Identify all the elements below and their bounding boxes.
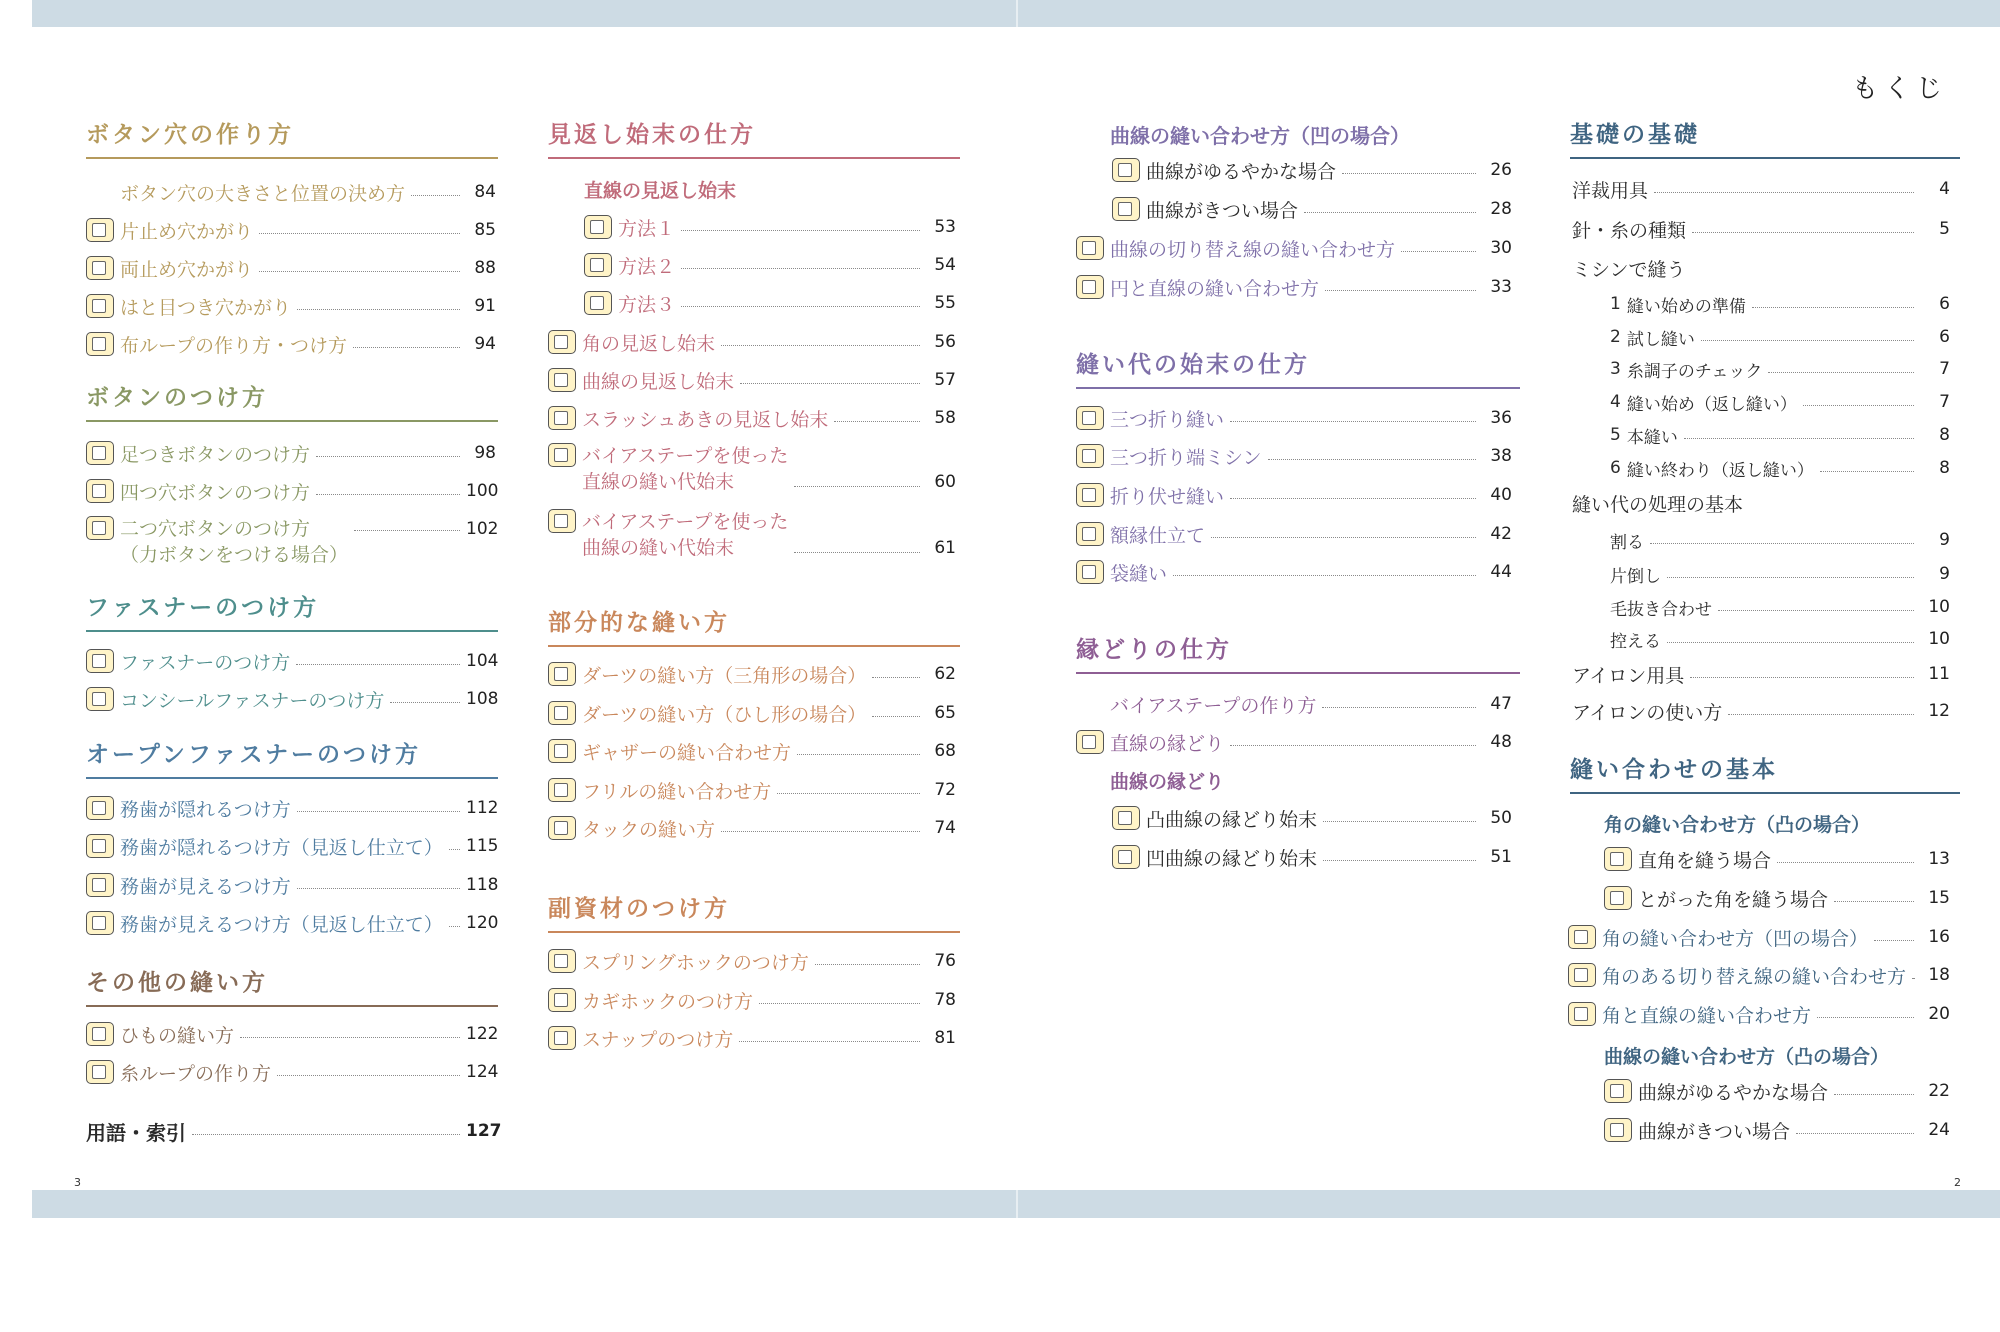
toc-item[interactable]: 袋縫い 44	[1076, 559, 1512, 585]
toc-item[interactable]: 6 縫い終わり（返し縫い） 8	[1610, 458, 1950, 481]
corner-straight-icon	[1568, 1002, 1596, 1026]
toc-item[interactable]: 角の縫い合わせ方（凹の場合） 16	[1568, 924, 1950, 950]
toc-item[interactable]: ダーツの縫い方（ひし形の場合） 65	[548, 700, 956, 726]
section-title-facing: 見返し始末の仕方	[548, 122, 960, 159]
toc-item[interactable]: 角の見返し始末 56	[548, 329, 956, 355]
section-title-joining: 縫い合わせの基本	[1570, 757, 1960, 794]
open-zipper-icon	[86, 796, 114, 820]
concave-curve-icon	[1112, 845, 1140, 869]
slash-opening-icon	[548, 406, 576, 430]
hem-icon	[1076, 444, 1104, 468]
hem-icon	[1076, 406, 1104, 430]
mitered-icon	[1076, 522, 1104, 546]
toc-item[interactable]: スラッシュあきの見返し始末 58	[548, 405, 956, 431]
toc-item[interactable]: 片止め穴かがり 85	[86, 217, 496, 243]
curve-icon	[1604, 1079, 1632, 1103]
two-hole-button-icon	[86, 516, 114, 540]
dart-icon	[548, 662, 576, 686]
four-hole-button-icon	[86, 479, 114, 503]
toc-item[interactable]: 曲線がきつい場合 24	[1604, 1117, 1950, 1143]
toc-item[interactable]: バイアステープを使った 直線の縫い代始末 60	[548, 443, 956, 495]
section-title-notions: 副資材のつけ方	[548, 896, 960, 933]
frill-icon	[548, 778, 576, 802]
toc-item[interactable]: バイアステープの作り方 47	[1110, 694, 1512, 717]
toc-item[interactable]: ギャザーの縫い合わせ方 68	[548, 738, 956, 764]
toc-heading: ミシンで縫う	[1572, 258, 1686, 281]
shank-button-icon	[86, 441, 114, 465]
curve-icon	[1112, 197, 1140, 221]
section-title-seam-finish: 縫い代の始末の仕方	[1076, 352, 1520, 389]
string-icon	[86, 1022, 114, 1046]
spring-hook-icon	[548, 949, 576, 973]
buttonhole-icon	[86, 256, 114, 280]
toc-item[interactable]: スプリングホックのつけ方 76	[548, 948, 956, 974]
toc-item[interactable]: 足つきボタンのつけ方 98	[86, 440, 496, 466]
toc-item[interactable]: 三つ折り縫い 36	[1076, 405, 1512, 431]
hook-icon	[548, 988, 576, 1012]
toc-item[interactable]: 片倒し 9	[1610, 564, 1950, 587]
bottom-band	[32, 1190, 2000, 1218]
buttonhole-icon	[86, 218, 114, 242]
toc-item[interactable]: 角と直線の縫い合わせ方 20	[1568, 1001, 1950, 1027]
toc-item[interactable]: 曲線の切り替え線の縫い合わせ方 30	[1076, 235, 1512, 261]
toc-item[interactable]: 方法２ 54	[584, 252, 956, 278]
page-title: もくじ	[1852, 74, 1949, 104]
open-zipper-icon	[86, 873, 114, 897]
facing-icon	[584, 253, 612, 277]
toc-item-index[interactable]: 用語・索引 127	[86, 1120, 502, 1145]
toc-item[interactable]: ひもの縫い方 122	[86, 1021, 496, 1047]
toc-item[interactable]: 両止め穴かがり 88	[86, 255, 496, 281]
toc-item[interactable]: 円と直線の縫い合わせ方 33	[1076, 274, 1512, 300]
toc-item[interactable]: 務歯が隠れるつけ方（見返し仕立て） 115	[86, 833, 496, 859]
corner-facing-icon	[548, 330, 576, 354]
toc-item[interactable]: アイロンの使い方 12	[1572, 701, 1950, 724]
toc-item[interactable]: 務歯が見えるつけ方（見返し仕立て） 120	[86, 910, 496, 936]
binding-icon	[1076, 730, 1104, 754]
toc-item[interactable]: 曲線がきつい場合 28	[1112, 196, 1512, 222]
sharp-corner-icon	[1604, 886, 1632, 910]
toc-item[interactable]: 糸ループの作り方 124	[86, 1059, 496, 1085]
subsection-title: 曲線の縁どり	[1110, 771, 1225, 793]
french-seam-icon	[1076, 560, 1104, 584]
tuck-icon	[548, 816, 576, 840]
section-title-binding: 縁どりの仕方	[1076, 637, 1520, 674]
toc-item[interactable]: 三つ折り端ミシン 38	[1076, 443, 1512, 469]
toc-item[interactable]: 折り伏せ縫い 40	[1076, 482, 1512, 508]
toc-item[interactable]: 毛抜き合わせ 10	[1610, 597, 1950, 620]
subsection-title: 角の縫い合わせ方（凸の場合）	[1604, 814, 1871, 836]
toc-item[interactable]: 曲線の見返し始末 57	[548, 367, 956, 393]
section-title-basics: 基礎の基礎	[1570, 122, 1960, 159]
toc-item[interactable]: 角のある切り替え線の縫い合わせ方 18	[1568, 962, 1950, 988]
bias-tape-icon	[548, 443, 576, 467]
toc-item[interactable]: 洋裁用具 4	[1572, 179, 1950, 202]
toc-item[interactable]: ダーツの縫い方（三角形の場合） 62	[548, 661, 956, 687]
curve-switch-icon	[1076, 236, 1104, 260]
corner-switch-icon	[1568, 963, 1596, 987]
section-title-fastener: ファスナーのつけ方	[86, 595, 498, 632]
toc-heading: 縫い代の処理の基本	[1572, 493, 1744, 516]
open-zipper-icon	[86, 834, 114, 858]
toc-item[interactable]: 直角を縫う場合 13	[1604, 846, 1950, 872]
toc-item[interactable]: 5 本縫い 8	[1610, 425, 1950, 448]
toc-item[interactable]: 務歯が見えるつけ方 118	[86, 872, 496, 898]
snap-icon	[548, 1026, 576, 1050]
concealed-zipper-icon	[86, 687, 114, 711]
toc-item[interactable]: バイアステープを使った 曲線の縫い代始末 61	[548, 509, 956, 561]
section-title-open-fastener: オープンファスナーのつけ方	[86, 742, 498, 779]
facing-icon	[584, 291, 612, 315]
toc-item[interactable]: 曲線がゆるやかな場合 22	[1604, 1078, 1950, 1104]
toc-item[interactable]: アイロン用具 11	[1572, 664, 1950, 687]
toc-item[interactable]: スナップのつけ方 81	[548, 1025, 956, 1051]
subsection-title: 直線の見返し始末	[584, 180, 737, 202]
loop-icon	[86, 332, 114, 356]
toc-item[interactable]: 額縁仕立て 42	[1076, 521, 1512, 547]
curve-icon	[1604, 1118, 1632, 1142]
toc-item[interactable]: 3 糸調子のチェック 7	[1610, 359, 1950, 382]
subsection-title: 曲線の縫い合わせ方（凹の場合）	[1110, 124, 1410, 148]
section-title-other: その他の縫い方	[86, 970, 498, 1007]
section-title-partial: 部分的な縫い方	[548, 610, 960, 647]
thread-loop-icon	[86, 1060, 114, 1084]
circle-icon	[1076, 275, 1104, 299]
toc-item[interactable]: 務歯が隠れるつけ方 112	[86, 795, 496, 821]
toc-item[interactable]: 4 縫い始め（返し縫い） 7	[1610, 392, 1950, 415]
right-angle-icon	[1604, 847, 1632, 871]
facing-icon	[584, 215, 612, 239]
eyelet-buttonhole-icon	[86, 294, 114, 318]
section-title-buttonhole: ボタン穴の作り方	[86, 122, 498, 159]
toc-item[interactable]: 方法３ 55	[584, 290, 956, 316]
toc-item[interactable]: 控える 10	[1610, 629, 1950, 652]
toc-item[interactable]: 四つ穴ボタンのつけ方 100	[86, 478, 496, 504]
toc-item[interactable]: 方法１ 53	[584, 214, 956, 240]
toc-item[interactable]: 凹曲線の縁どり始末 51	[1112, 844, 1512, 870]
open-zipper-icon	[86, 911, 114, 935]
curve-icon	[1112, 158, 1140, 182]
subsection-title: 曲線の縫い合わせ方（凸の場合）	[1604, 1046, 1890, 1068]
toc-item[interactable]: とがった角を縫う場合 15	[1604, 885, 1950, 911]
toc-item[interactable]: はと目つき穴かがり 91	[86, 293, 496, 319]
toc-item[interactable]: 針・糸の種類 5	[1572, 219, 1950, 242]
toc-item[interactable]: 二つ穴ボタンのつけ方 （力ボタンをつける場合） 102	[86, 516, 496, 568]
toc-item[interactable]: フリルの縫い合わせ方 72	[548, 777, 956, 803]
page-number-right: 2	[1954, 1176, 1961, 1189]
toc-item[interactable]: ファスナーのつけ方 104	[86, 648, 496, 674]
zipper-icon	[86, 649, 114, 673]
top-band	[32, 0, 2000, 27]
toc-item[interactable]: 布ループの作り方・つけ方 94	[86, 331, 496, 357]
toc-item[interactable]: 曲線がゆるやかな場合 26	[1112, 157, 1512, 183]
bias-tape-icon	[548, 509, 576, 533]
gather-icon	[548, 739, 576, 763]
flat-felled-icon	[1076, 483, 1104, 507]
concave-corner-icon	[1568, 925, 1596, 949]
dart-icon	[548, 701, 576, 725]
toc-item[interactable]: コンシールファスナーのつけ方 108	[86, 686, 496, 712]
toc-item[interactable]: 凸曲線の縁どり始末 50	[1112, 805, 1512, 831]
convex-curve-icon	[1112, 806, 1140, 830]
toc-item[interactable]: 直線の縁どり 48	[1076, 729, 1512, 755]
section-title-button: ボタンのつけ方	[86, 385, 498, 422]
toc-item[interactable]: ボタン穴の大きさと位置の決め方 84	[120, 182, 496, 205]
toc-item[interactable]: 割る 9	[1610, 530, 1950, 553]
page-number-left: 3	[74, 1176, 81, 1189]
toc-item[interactable]: 2 試し縫い 6	[1610, 327, 1950, 350]
toc-item[interactable]: タックの縫い方 74	[548, 815, 956, 841]
curve-facing-icon	[548, 368, 576, 392]
toc-item[interactable]: カギホックのつけ方 78	[548, 987, 956, 1013]
toc-item[interactable]: 1 縫い始めの準備 6	[1610, 294, 1950, 317]
